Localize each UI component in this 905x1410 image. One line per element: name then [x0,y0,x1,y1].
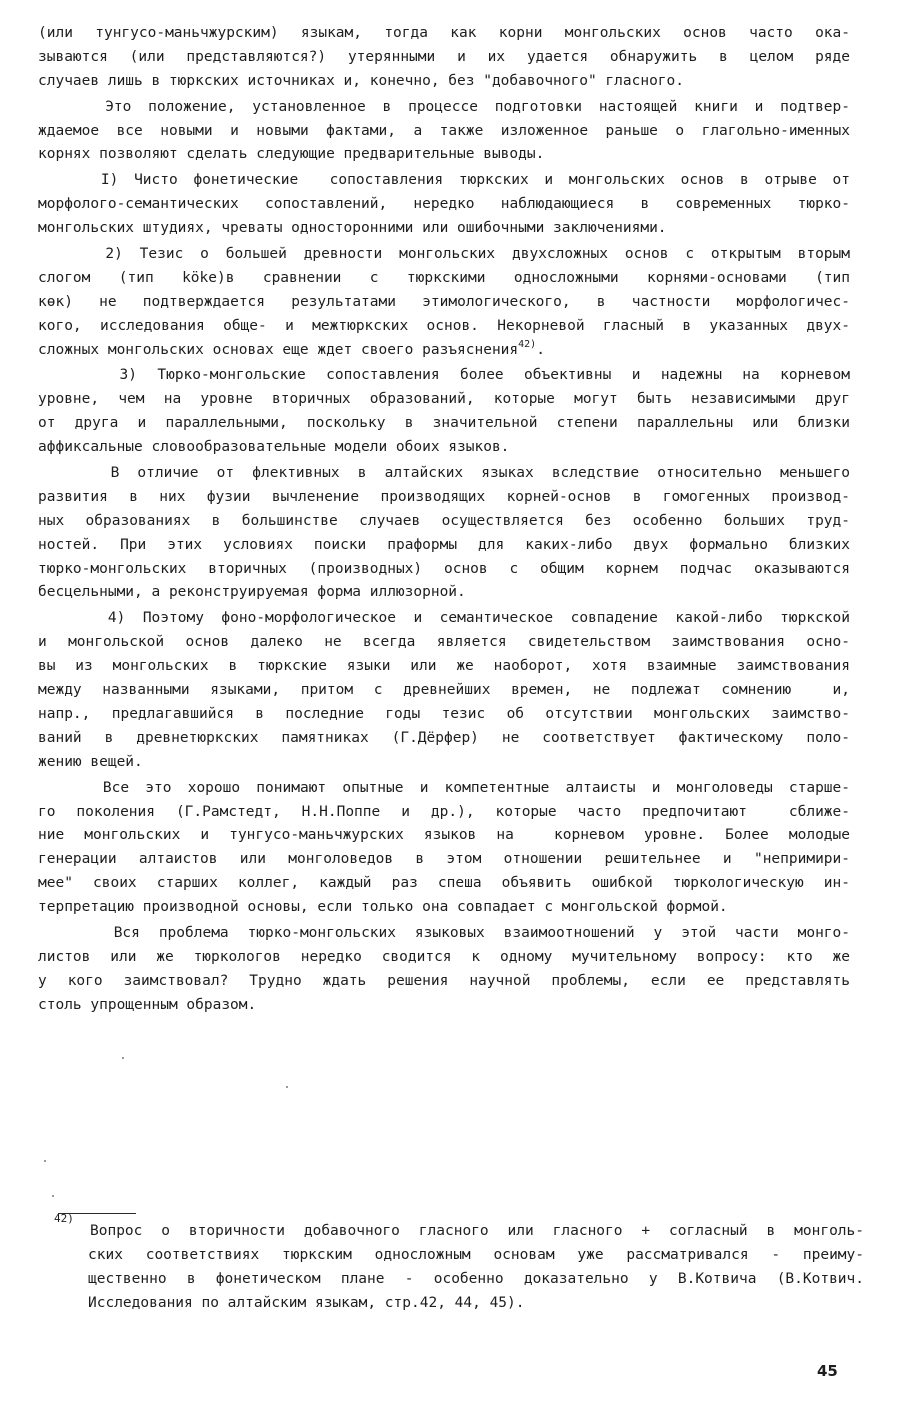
text-line: го поколения (Г.Рамстедт, Н.Н.Поппе и др.), которые часто предпочитают сближе- [38,803,850,820]
paragraph-conclusion-2 [38,243,850,362]
text-line: жению вещей. [38,753,143,770]
paragraph-continuation [38,22,850,94]
paragraph-conclusion-4 [38,607,850,774]
text-line: генерации алтаистов или монголоведов в этом отношении решительнее и "непримири- [38,851,850,868]
text-line: ние монгольских и тунгусо-маньчжурских языков на корневом уровне. Более молодые [38,827,850,844]
text-line: 4) Поэтому фоно-морфологическое и семантическое совпадение какой-либо тюркской [38,610,850,627]
text-line: слогом (тип köke)в сравнении с тюркскими односложными корнями-основами (тип [38,269,850,286]
footnote-line: Исследования по алтайским языкам, стр.42, 44, 45). [88,1294,525,1311]
text-line: (или тунгусо-маньчжурским) языкам, тогда как корни монгольских основ часто ока- [38,25,850,41]
text-line: тюрко-монгольских вторичных (производных) основ с общим корнем подчас оказываются [38,560,850,577]
text-line: от друга и параллельными, поскольку в значительной степени параллельны или близки [38,415,850,432]
text-line: ностей. При этих условиях поиски праформы для каких-либо двух формально близких [38,536,850,553]
text-line: 3) Тюрко-монгольские сопоставления более объективны и надежны на корневом [38,367,850,384]
text-line: көк) не подтверждается результатами этимологического, в частности морфологичес- [38,293,850,310]
text-line: Это положение, установленное в процессе подготовки настоящей книги и подтвер- [38,98,850,115]
paragraph-altaists [38,777,850,920]
main-text [38,22,850,1018]
text-line: терпретацию производной основы, если только она совпадает с монгольской формой. [38,899,728,916]
text-line: уровне, чем на уровне вторичных образований, которые могут быть независимыми друг [38,391,850,408]
paragraph-conclusion-3 [38,364,850,460]
text-line: Вся проблема тюрко-монгольских языковых взаимоотношений у этой части монго- [38,924,850,941]
text-line: листов или же тюркологов нередко сводится к одному мучительному вопросу: кто же [38,948,850,965]
text-line: ваний в древнетюркских памятниках (Г.Дёрфер) не соответствует фактическому поло- [38,729,850,746]
text-line: Все это хорошо понимают опытные и компетентные алтаисты и монголоведы старше- [38,779,850,796]
scan-speck [122,1057,124,1059]
footnote [54,1212,864,1316]
text-line: бесцельными, а реконструируемая форма иллюзорной. [38,584,466,601]
text-line: и монгольской основ далеко не всегда является свидетельством заимствования осно- [38,634,850,651]
end-punctuation: . [536,341,545,358]
text-line: между названными языками, притом с древнейших времен, не подлежат сомнению и, [38,682,850,699]
footnote-body [58,1214,864,1316]
scan-speck [286,1086,288,1088]
text-line: монгольских штудиях, чреваты односторонними или ошибочными заключениями. [38,220,667,237]
paragraph-intro [38,96,850,168]
text-line: 2) Тезис о большей древности монгольских двухсложных основ с открытым вторым [38,246,850,263]
text-line: у кого заимствовал? Трудно ждать решения научной проблемы, если ее представлять [38,972,850,989]
page-number: 45 [817,1362,838,1380]
paragraph-problem [38,922,850,1018]
footnote-line: ских соответствиях тюркским односложным основам уже рассматривался - преиму- [88,1246,864,1263]
text-line: напр., предлагавшийся в последние годы тезис об отсутствии монгольских заимство- [38,705,850,722]
text-line-content: сложных монгольских основах еще ждет своего разъяснения [38,341,519,358]
text-line: столь упрощенным образом. [38,996,257,1013]
scan-speck [44,1160,46,1162]
footnote-reference[interactable]: 42) [518,338,537,350]
footnote-line: щественно в фонетическом плане - особенно доказательно у В.Котвича (В.Котвич. [88,1270,864,1287]
footnote-line: Вопрос о вторичности добавочного гласного или гласного + согласный в монголь- [90,1223,864,1239]
paragraph-fusion [38,462,850,605]
text-line: развития в них фузии вычленение производящих корней-основ в гомогенных производ- [38,488,850,505]
text-line: аффиксальные словообразовательные модели обоих языков. [38,439,510,456]
text-line: В отличие от флективных в алтайских языках вследствие относительно меньшего [38,465,850,482]
text-line [38,339,850,363]
text-line: случаев лишь в тюркских источниках и, конечно, без "добавочного" гласного. [38,72,685,89]
scan-speck [52,1195,54,1197]
text-line: ждаемое все новыми и новыми фактами, а также изложенное раньше о глагольно-именных [38,122,850,139]
text-line: мее" своих старших коллег, каждый раз спеша объявить ошибкой тюркологическую ин- [38,875,850,892]
text-line: вы из монгольских в тюркские языки или же наоборот, хотя взаимные заимствования [38,658,850,675]
text-line: I) Чисто фонетические сопоставления тюркских и монгольских основ в отрыве от [38,172,850,189]
paragraph-conclusion-1 [38,169,850,241]
text-line: зываются (или представляются?) утерянными и их удается обнаружить в целом ряде [38,48,850,65]
text-line: корнях позволяют сделать следующие предварительные выводы. [38,146,545,163]
text-line: ных образованиях в большинстве случаев осуществляется без особенно больших труд- [38,512,850,529]
text-line: морфолого-семантических сопоставлений, нередко наблюдающиеся в современных тюрко- [38,196,850,213]
text-line: кого, исследования обще- и межтюркских основ. Некорневой гласный в указанных двух- [38,317,850,334]
footnote-number: 42) [54,1212,74,1225]
